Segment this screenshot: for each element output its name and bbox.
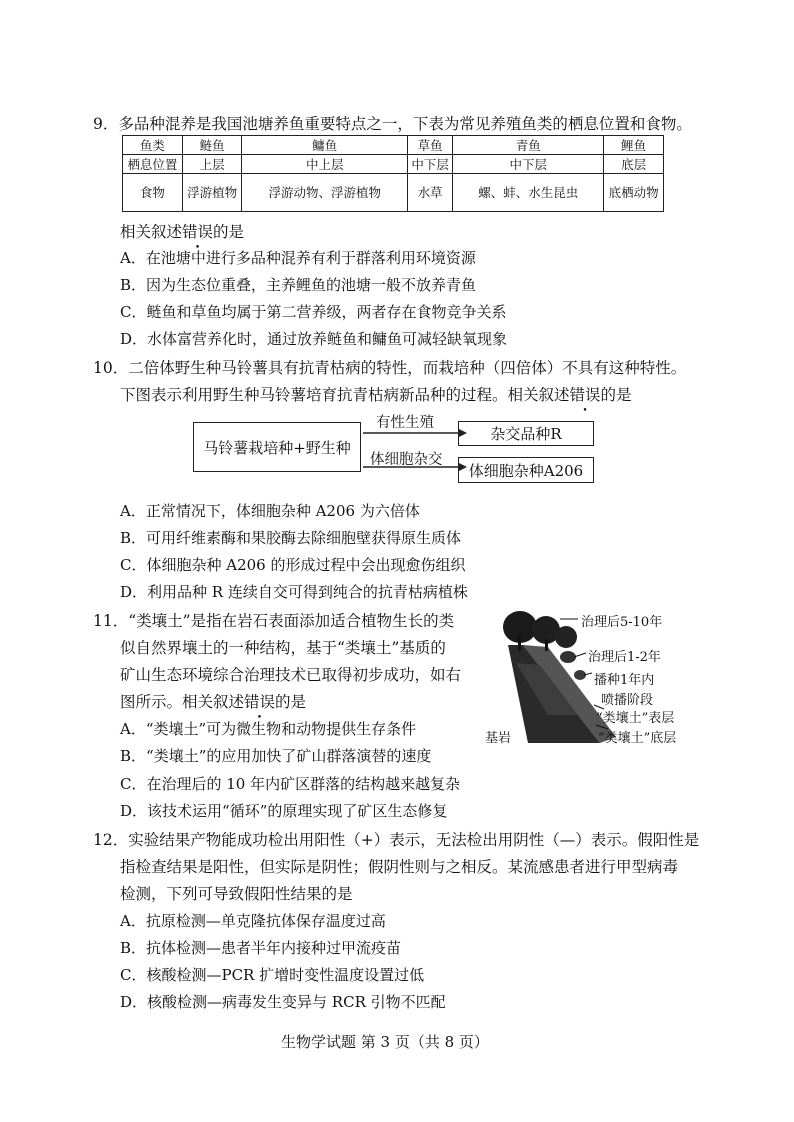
q12-option-a: A．抗原检测—单克隆抗体保存温度过高: [120, 912, 386, 930]
table-cell: 水草: [408, 174, 453, 212]
table-cell: 浮游植物: [182, 174, 242, 212]
leader-line: [574, 653, 586, 657]
diagram-source-box: 马铃薯栽培种+野生种: [193, 422, 361, 472]
emphasis-text: 错误: [244, 693, 276, 711]
table-cell: 中上层: [242, 155, 408, 174]
table-cell: 食物: [123, 174, 183, 212]
table-cell: 中下层: [408, 155, 453, 174]
prompt-text: 的是: [600, 386, 632, 404]
table-cell: 鱼类: [123, 136, 183, 155]
q12-option-d: D．核酸检测—病毒发生变异与 RCR 引物不匹配: [120, 993, 446, 1011]
prompt-text: 图所示。相关叙述: [120, 693, 245, 711]
q12-option-b: B．抗体检测—患者半年内接种过甲流疫苗: [120, 939, 402, 957]
diagram-target-top-box: 杂交品种R: [458, 421, 594, 446]
arrow-label-top: 有性生殖: [376, 415, 434, 431]
q10-option-a: A．正常情况下，体细胞杂种 A206 为六倍体: [120, 502, 420, 520]
figure-label-bedrock: 基岩: [485, 731, 512, 746]
q10-option-c: C．体细胞杂种 A206 的形成过程中会出现愈伤组织: [120, 556, 466, 574]
figure-label-1-2-years: 治理后1-2年: [588, 650, 661, 665]
fish-table: [122, 135, 664, 212]
page-footer: 生物学试题 第 3 页（共 8 页）: [281, 1033, 489, 1051]
prompt-text: 相关叙述: [120, 223, 183, 241]
diagram-arrows: [361, 425, 471, 475]
table-row: [123, 155, 664, 174]
figure-label-bottom-layer: “类壤土”底层: [598, 731, 677, 746]
q11-option-a: A．“类壤土”可为微生物和动物提供生存条件: [120, 720, 417, 738]
table-cell: 草鱼: [408, 136, 453, 155]
q11-option-d: D．该技术运用“循环”的原理实现了矿区生态修复: [120, 802, 448, 820]
table-cell: 中下层: [453, 155, 604, 174]
figure-label-sowing-1-year: 播种1年内: [594, 673, 655, 688]
table-cell: 底栖动物: [604, 174, 664, 212]
table-cell: 上层: [182, 155, 242, 174]
table-cell: 鳙鱼: [242, 136, 408, 155]
q9-option-d: D．水体富营养化时，通过放养鲢鱼和鳙鱼可减轻缺氧现象: [120, 330, 508, 348]
table-cell: 青鱼: [453, 136, 604, 155]
q11-line3: 矿山生态环境综合治理技术已取得初步成功，如右: [120, 666, 462, 684]
q10-stem-line1: 10．二倍体野生种马铃薯具有抗青枯病的特性，而栽培种（四倍体）不具有这种特性。: [93, 359, 687, 377]
q10-option-d: D．利用品种 R 连续自交可得到纯合的抗青枯病植株: [120, 583, 468, 601]
q11-line1: 11．“类壤土”是指在岩石表面添加适合植物生长的类: [93, 612, 455, 630]
table-cell: 底层: [604, 155, 664, 174]
emphasis-text: 错误: [569, 386, 601, 404]
table-cell: 鲤鱼: [604, 136, 664, 155]
q11-line2: 似自然界壤土的一种结构，基于“类壤土”基质的: [120, 639, 446, 657]
tree-trunk-icon: [545, 639, 548, 651]
table-cell: 栖息位置: [123, 155, 183, 174]
tree-trunk-icon: [518, 635, 521, 651]
q11-line4: [120, 690, 306, 712]
q11-option-b: B．“类壤土”的应用加快了矿山群落演替的速度: [120, 747, 432, 765]
q12-line1: 12．实验结果产物能成功检出用阳性（+）表示，无法检出用阴性（—）表示。假阳性是: [93, 831, 700, 849]
figure-label-surface-layer: “类壤土”表层: [596, 711, 675, 726]
q12-option-c: C．核酸检测—PCR 扩增时变性温度设置过低: [120, 966, 425, 984]
q9-option-a: A．在池塘中进行多品种混养有利于群落利用环境资源: [120, 249, 476, 267]
figure-label-spraying-stage: 喷播阶段: [601, 693, 654, 708]
q12-line3: 检测，下列可导致假阳性结果的是: [120, 885, 353, 903]
q10-option-b: B．可用纤维素酶和果胶酶去除细胞壁获得原生质体: [120, 529, 462, 547]
prompt-text: 的是: [275, 693, 307, 711]
table-row: [123, 136, 664, 155]
q10-stem-line2: [120, 383, 632, 405]
q9-option-c: C．鲢鱼和草鱼均属于第二营养级，两者存在食物竞争关系: [120, 303, 507, 321]
emphasis-text: 错误: [182, 223, 214, 241]
prompt-text: 的是: [213, 223, 245, 241]
prompt-text: 下图表示利用野生种马铃薯培育抗青枯病新品种的过程。相关叙述: [120, 386, 570, 404]
tree-icon: [555, 626, 577, 648]
figure-label-5-10-years: 治理后5-10年: [581, 615, 663, 630]
diagram-target-bottom-box: 体细胞杂种A206: [458, 457, 594, 483]
q9-option-b: B．因为生态位重叠，主养鲤鱼的池塘一般不放养青鱼: [120, 276, 477, 294]
table-cell: 浮游动物、浮游植物: [242, 174, 408, 212]
q9-prompt: [120, 220, 244, 242]
arrow-label-bottom: 体细胞杂交: [370, 452, 443, 468]
q11-option-c: C．在治理后的 10 年内矿区群落的结构越来越复杂: [120, 775, 461, 793]
table-row: [123, 174, 664, 212]
shrub-icon: [560, 651, 576, 663]
table-cell: 鲢鱼: [182, 136, 242, 155]
q9-stem: 9．多品种混养是我国池塘养鱼重要特点之一，下表为常见养殖鱼类的栖息位置和食物。: [93, 115, 692, 133]
table-cell: 螺、蚌、水生昆虫: [453, 174, 604, 212]
q12-line2: 指检查结果是阳性，但实际是阴性；假阴性则与之相反。某流感患者进行甲型病毒: [120, 858, 679, 876]
